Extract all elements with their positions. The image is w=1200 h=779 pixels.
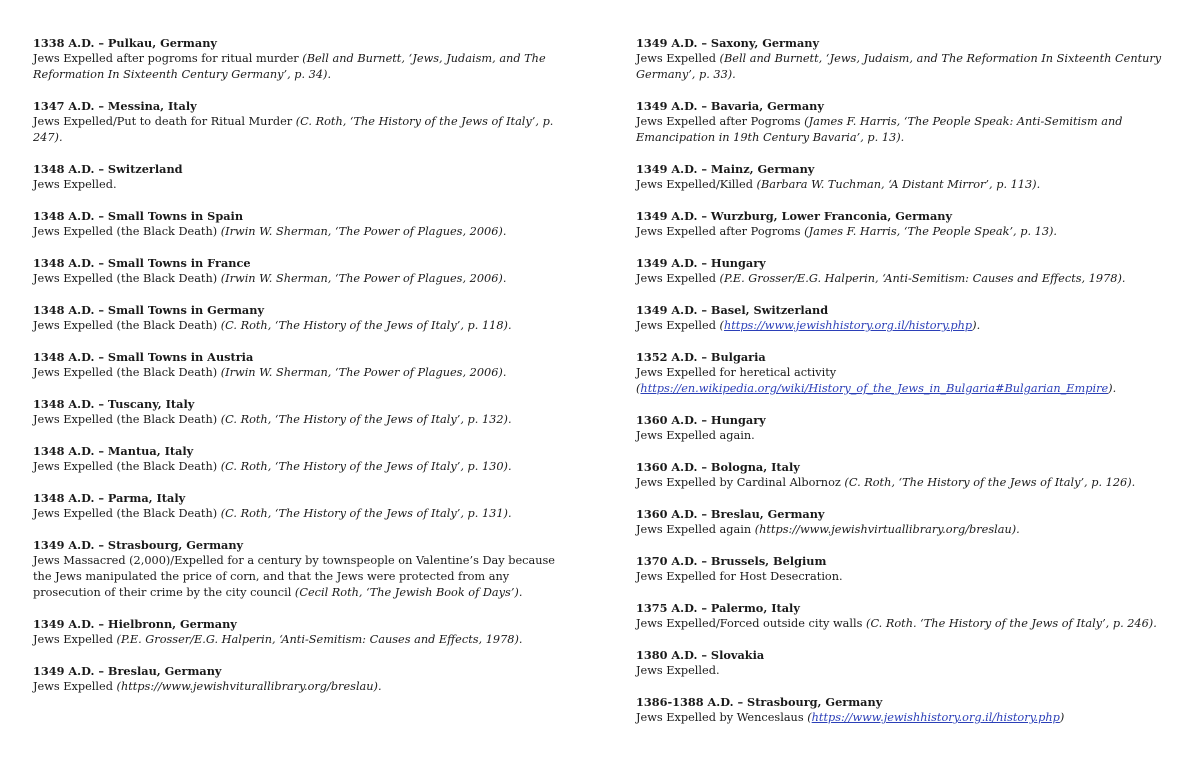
source-link[interactable]: https://www.jewishhistory.org.il/history.php [811,711,1060,724]
entry-description: Jews Expelled [636,52,720,65]
timeline-entry [636,349,1176,397]
timeline-entry [33,98,573,146]
timeline-entry [33,663,573,695]
entry-description: Jews Expelled (the Black Death) [33,413,221,426]
entry-description: Jews Expelled (the Black Death) [33,225,221,238]
entry-citation: (C. Roth. ‘The History of the Jews of Italy’, p. 246). [866,617,1157,630]
entry-text [636,428,1176,444]
entry-heading: 1348 A.D. – Small Towns in Spain [33,209,244,223]
timeline-entry [636,647,1176,679]
entry-text [636,522,1176,538]
entry-description: Jews Expelled. [33,178,117,191]
entry-citation: (https://www.jewishviturallibrary.org/breslau). [116,680,382,693]
entry-text [636,475,1176,491]
entry-description: Jews Expelled again. [636,429,755,442]
entry-citation: (https://www.jewishvirtuallibrary.org/breslau). [754,523,1020,536]
entry-heading: 1370 A.D. – Brussels, Belgium [636,554,827,568]
entry-heading: 1348 A.D. – Small Towns in France [33,256,251,270]
timeline-entry [636,694,1176,726]
entry-citation: (Irwin W. Sherman, ‘The Power of Plagues, 2006). [220,225,507,238]
entry-heading: 1338 A.D. – Pulkau, Germany [33,36,217,50]
entry-citation: ( [807,711,812,724]
entry-description: Jews Expelled after Pogroms [636,225,805,238]
entry-description: Jews Expelled for heretical activity [636,366,837,379]
entry-citation: (P.E. Grosser/E.G. Halperin, ‘Anti-Semitism: Causes and Effects, 1978). [719,272,1126,285]
entry-description: Jews Expelled for Host Desecration. [636,570,843,583]
entry-text [636,616,1176,632]
timeline-entry [33,302,573,334]
entry-description: Jews Expelled [33,680,117,693]
citation-close: ). [1108,382,1117,395]
entry-description: Jews Expelled by Wenceslaus [636,711,808,724]
entry-description: Jews Expelled [33,633,117,646]
entry-text [636,114,1176,146]
entry-text [33,271,573,287]
entry-citation: (C. Roth, ‘The History of the Jews of Italy’, p. 247). [33,115,554,144]
entry-citation: (James F. Harris, ‘The People Speak’, p. 13). [804,225,1058,238]
entry-description: Jews Expelled [636,319,720,332]
entry-text [33,365,573,381]
entry-text [636,51,1176,83]
entry-heading: 1347 A.D. – Messina, Italy [33,99,197,113]
timeline-entry [33,396,573,428]
entry-text [33,224,573,240]
entry-citation: (Irwin W. Sherman, ‘The Power of Plagues, 2006). [220,272,507,285]
timeline-entry [33,161,573,193]
entry-description: Jews Expelled/Killed [636,178,757,191]
entry-text [636,318,1176,334]
entry-heading: 1348 A.D. – Tuscany, Italy [33,397,195,411]
entry-citation: ( [719,319,724,332]
entry-description: Jews Expelled (the Black Death) [33,507,221,520]
entry-text [636,271,1176,287]
timeline-entry [636,412,1176,444]
source-link[interactable]: https://www.jewishhistory.org.il/history.php [723,319,973,332]
entry-description: Jews Expelled after Pogroms [636,115,805,128]
entry-description: Jews Expelled (the Black Death) [33,272,221,285]
entry-text [636,365,1176,397]
entry-citation: (Irwin W. Sherman, ‘The Power of Plagues, 2006). [220,366,507,379]
entry-description: Jews Expelled (the Black Death) [33,460,221,473]
entry-text [33,51,573,83]
timeline-entry [636,161,1176,193]
entry-text [636,177,1176,193]
timeline-entry [33,255,573,287]
timeline-entry [636,459,1176,491]
timeline-entry [636,35,1176,83]
entry-heading: 1360 A.D. – Hungary [636,413,766,427]
entry-text [33,553,573,601]
entry-heading: 1380 A.D. – Slovakia [636,648,765,662]
entry-citation: (C. Roth, ‘The History of the Jews of Italy’, p. 118). [220,319,512,332]
entry-heading: 1360 A.D. – Bologna, Italy [636,460,800,474]
entry-description: Jews Expelled by Cardinal Albornoz [636,476,845,489]
timeline-entry [636,506,1176,538]
entry-heading: 1349 A.D. – Hungary [636,256,766,270]
entry-citation: ( [636,382,641,395]
entry-heading: 1349 A.D. – Bavaria, Germany [636,99,824,113]
entry-heading: 1349 A.D. – Strasbourg, Germany [33,538,244,552]
entry-text [33,318,573,334]
entry-description: Jews Expelled [636,272,720,285]
timeline-entry [636,255,1176,287]
entry-heading: 1375 A.D. – Palermo, Italy [636,601,800,615]
entry-heading: 1349 A.D. – Breslau, Germany [33,664,222,678]
entry-citation: (Cecil Roth, ‘The Jewish Book of Days’). [294,586,523,599]
entry-heading: 1349 A.D. – Wurzburg, Lower Franconia, Germany [636,209,953,223]
entry-citation: (C. Roth, ‘The History of the Jews of Italy’, p. 130). [220,460,512,473]
entry-citation: (Bell and Burnett, ‘Jews, Judaism, and The Reformation In Sixteenth Century Germany’, p. 33). [636,52,1162,81]
entry-heading: 1360 A.D. – Breslau, Germany [636,507,825,521]
entry-citation: (James F. Harris, ‘The People Speak: Anti-Semitism and Emancipation in 19th Century Bavaria’, p. 13). [636,115,1123,144]
entry-heading: 1386-1388 A.D. – Strasbourg, Germany [636,695,883,709]
entry-heading: 1348 A.D. – Parma, Italy [33,491,186,505]
entry-text [33,177,573,193]
entry-description: Jews Expelled (the Black Death) [33,319,221,332]
entry-description: Jews Expelled/Forced outside city walls [636,617,867,630]
timeline-entry [33,349,573,381]
entry-citation: (Barbara W. Tuchman, ‘A Distant Mirror’, p. 113). [756,178,1041,191]
entry-heading: 1348 A.D. – Mantua, Italy [33,444,194,458]
entry-description: Jews Expelled (the Black Death) [33,366,221,379]
entry-description: Jews Expelled after pogroms for ritual murder [33,52,303,65]
entry-heading: 1349 A.D. – Basel, Switzerland [636,303,829,317]
right-column [636,35,1176,741]
entry-text [636,224,1176,240]
timeline-entry [636,98,1176,146]
timeline-entry [33,443,573,475]
source-link[interactable]: https://en.wikipedia.org/wiki/History_of_the_Jews_in_Bulgaria#Bulgarian_Empire [640,382,1109,395]
entry-text [33,459,573,475]
entry-heading: 1349 A.D. – Hielbronn, Germany [33,617,237,631]
entry-text [636,710,1176,726]
entry-description: Jews Expelled/Put to death for Ritual Murder [33,115,296,128]
entry-heading: 1348 A.D. – Small Towns in Germany [33,303,265,317]
left-column [33,35,573,710]
timeline-entry [33,537,573,601]
entry-heading: 1348 A.D. – Small Towns in Austria [33,350,254,364]
entry-text [33,114,573,146]
entry-text [33,679,573,695]
timeline-entry [636,600,1176,632]
timeline-entry [33,490,573,522]
entry-text [33,632,573,648]
entry-heading: 1349 A.D. – Mainz, Germany [636,162,815,176]
citation-close: ). [972,319,981,332]
timeline-entry [636,553,1176,585]
entry-heading: 1349 A.D. – Saxony, Germany [636,36,820,50]
citation-close: ) [1059,711,1065,724]
entry-citation: (P.E. Grosser/E.G. Halperin, ‘Anti-Semitism: Causes and Effects, 1978). [116,633,523,646]
entry-heading: 1348 A.D. – Switzerland [33,162,183,176]
timeline-entry [636,208,1176,240]
entry-description: Jews Expelled. [636,664,720,677]
timeline-entry [33,616,573,648]
entry-description: Jews Expelled again [636,523,755,536]
entry-citation: (C. Roth, ‘The History of the Jews of Italy’, p. 132). [220,413,512,426]
entry-heading: 1352 A.D. – Bulgaria [636,350,766,364]
entry-description: Jews Massacred (2,000)/Expelled for a century by townspeople on Valentine’s Day because the Jews manipulated the price of corn, and that the Jews were protected from any prosecution of their crime by the city council [33,554,555,599]
entry-text [33,506,573,522]
timeline-entry [636,302,1176,334]
entry-text [33,412,573,428]
entry-citation: (C. Roth, ‘The History of the Jews of Italy’, p. 131). [220,507,512,520]
entry-text [636,569,1176,585]
timeline-entry [33,35,573,83]
entry-citation: (C. Roth, ‘The History of the Jews of Italy’, p. 126). [844,476,1136,489]
timeline-entry [33,208,573,240]
entry-text [636,663,1176,679]
entry-citation: (Bell and Burnett, ‘Jews, Judaism, and The Reformation In Sixteenth Century Germany’, p. 34). [33,52,546,81]
